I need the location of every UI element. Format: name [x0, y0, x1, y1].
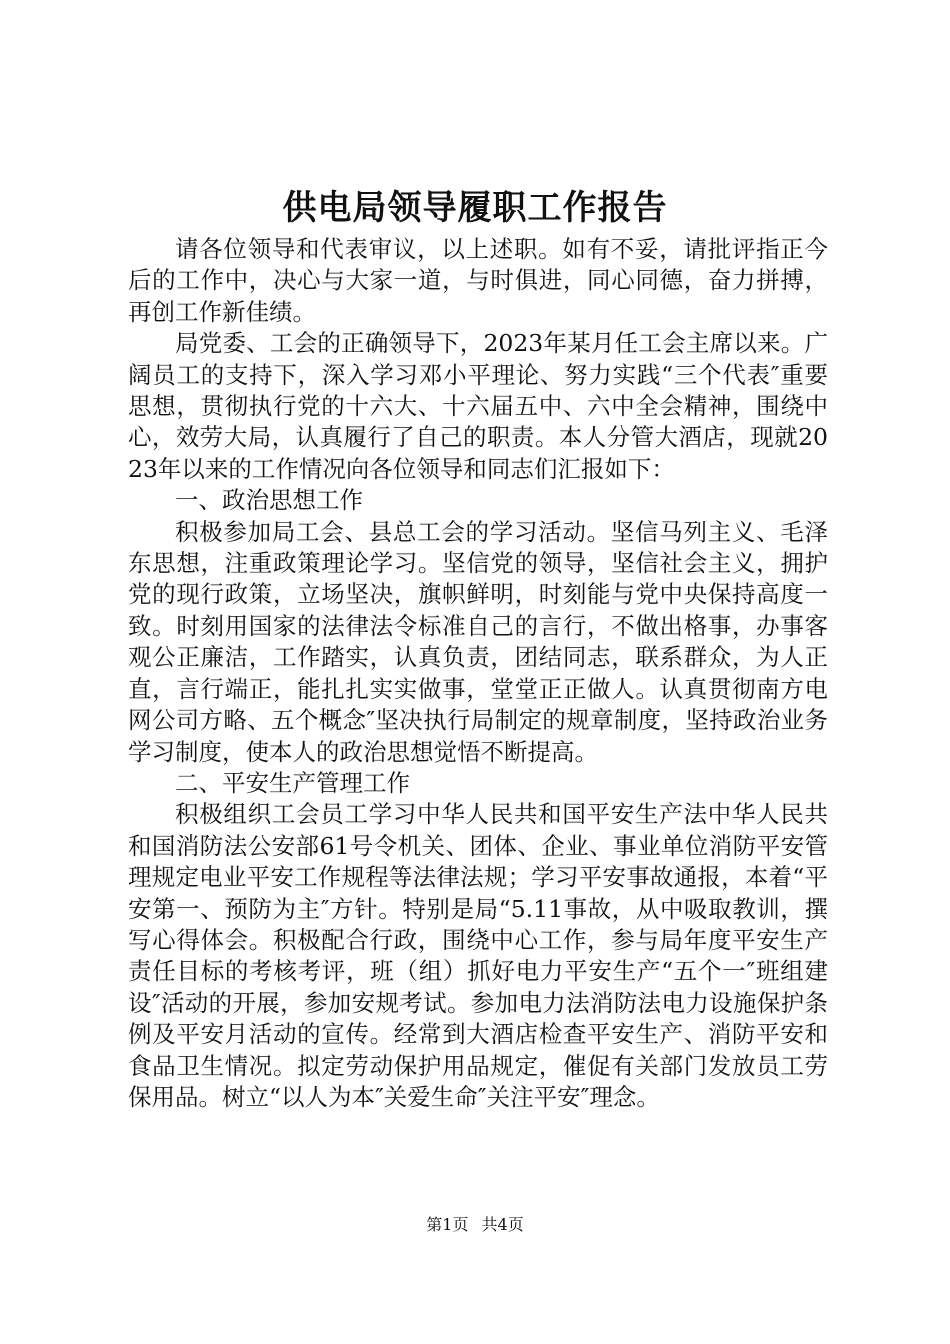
- document-body: [128, 234, 828, 1113]
- section-heading-safety-production: 二、平安生产管理工作: [175, 768, 410, 797]
- paragraph-introduction: 局党委、工会的正确领导下，2023年某月任工会主席以来。广阔员工的支持下，深入学习邓小平理论、努力实践“三个代表″重要思想，贯彻执行党的十六大、十六届五中、六中全会精神，围绕中心，效劳大局，认真履行了自己的职责。本人分管大酒店，现就2023年以来的工作情况向各位领导和同志们汇报如下：: [128, 329, 828, 483]
- paragraph-political-thought: 积极参加局工会、县总工会的学习活动。坚信马列主义、毛泽东思想，注重政策理论学习。坚信党的领导，坚信社会主义，拥护党的现行政策，立场坚决，旗帜鲜明，时刻能与党中央保持高度一致。时刻用国家的法律法令标准自己的言行，不做出格事，办事客观公正廉洁，工作踏实，认真负责，团结同志，联系群众，为人正直，言行端正，能扎扎实实做事，堂堂正正做人。认真贯彻南方电网公司方略、五个概念″坚决执行局制定的规章制度，坚持政治业务学习制度，使本人的政治思想觉悟不断提高。: [128, 517, 828, 766]
- paragraph-safety-production: 积极组织工会员工学习中华人民共和国平安生产法中华人民共和国消防法公安部61号令机关、团体、企业、事业单位消防平安管理规定电业平安工作规程等法律法规；学习平安事故通报，本着“平安第一、预防为主″方针。特别是局“5.11事故，从中吸取教训，撰写心得体会。积极配合行政，围绕中心工作，参与局年度平安生产责任目标的考核考评，班（组）抓好电力平安生产“五个一″班组建设″活动的开展，参加安规考试。参加电力法消防法电力设施保护条例及平安月活动的宣传。经常到大酒店检查平安生产、消防平安和食品卫生情况。拟定劳动保护用品规定，催促有关部门发放员工劳保用品。树立“以人为本″关爱生命″关注平安″理念。: [128, 800, 828, 1111]
- page-footer: [0, 1215, 950, 1235]
- section-heading-political-thought: 一、政治思想工作: [175, 486, 363, 515]
- document-title: 供电局领导履职工作报告: [282, 188, 668, 228]
- page-total: 共4页: [481, 1215, 524, 1234]
- paragraph-closing-remarks: 请各位领导和代表审议，以上述职。如有不妥，请批评指正今后的工作中，决心与大家一道，与时俱进，同心同德，奋力拼搏，再创工作新佳绩。: [128, 235, 828, 326]
- page-number: 第1页: [426, 1215, 469, 1234]
